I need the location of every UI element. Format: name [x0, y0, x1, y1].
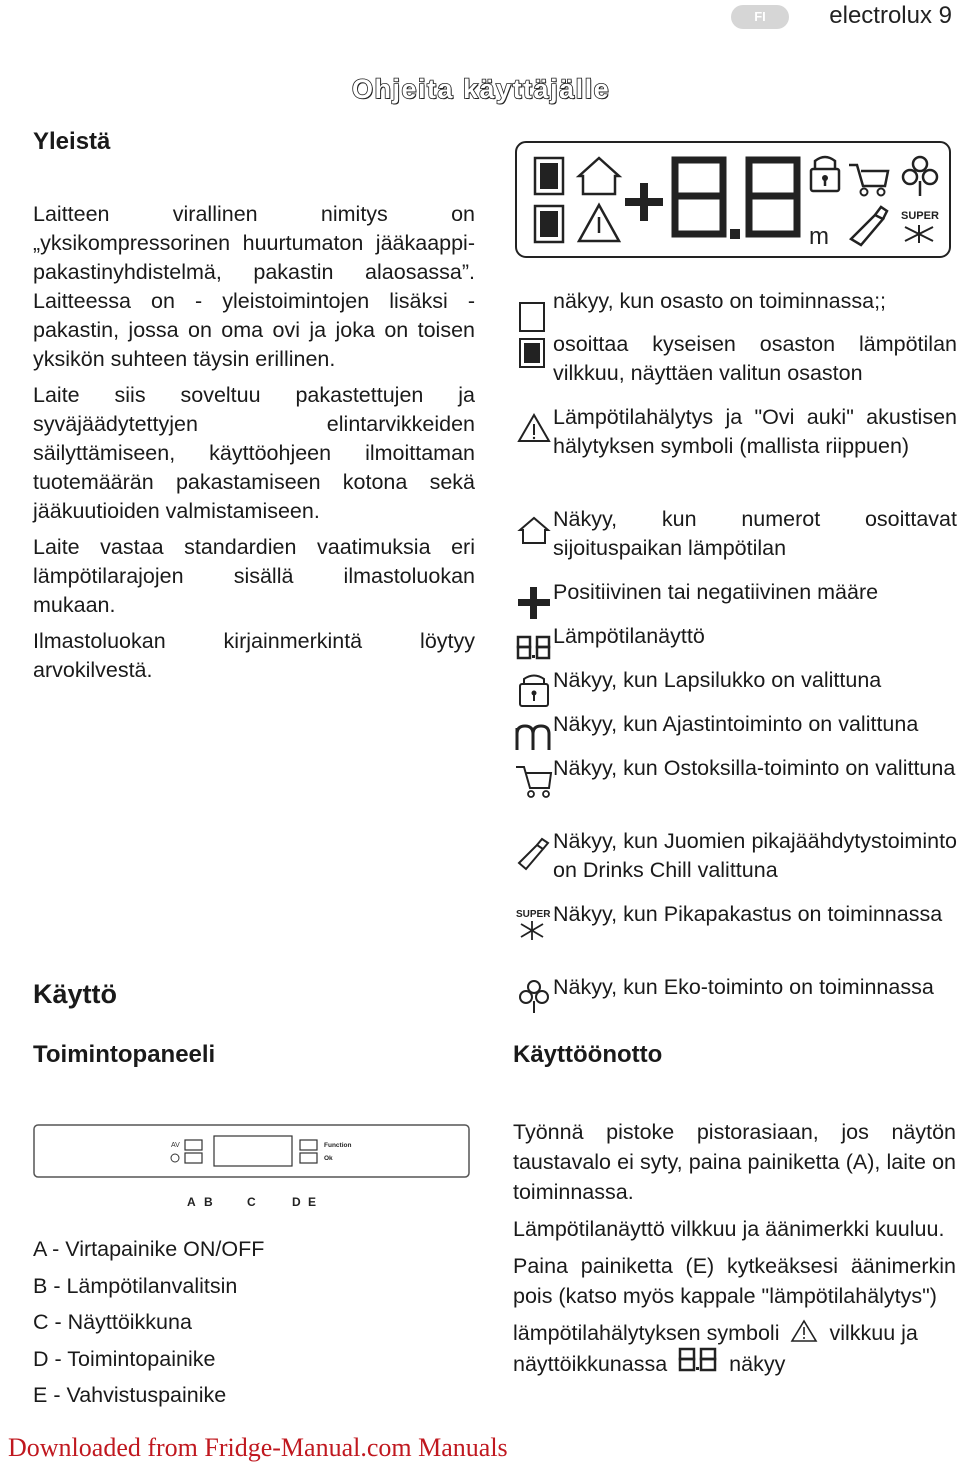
letter-e: E	[308, 1195, 317, 1209]
general-text	[33, 200, 475, 685]
warning-triangle-icon	[791, 1320, 817, 1342]
bottle-icon	[517, 837, 551, 871]
list-item: A - Virtapainike ON/OFF	[33, 1237, 265, 1261]
warning-triangle-icon	[517, 413, 551, 443]
super-label: SUPER	[901, 210, 939, 222]
shopping-cart-icon	[515, 764, 553, 798]
button-a[interactable]	[185, 1153, 202, 1163]
super-freeze-icon	[515, 906, 553, 942]
control-panel-illustration	[33, 1124, 470, 1214]
icon-description: Lämpötilanäyttö	[553, 624, 705, 648]
av-label: AV	[171, 1142, 180, 1149]
brand-page-number: electrolux 9	[829, 2, 952, 29]
list-item: B - Lämpötilanvalitsin	[33, 1273, 238, 1298]
startup-paragraph	[513, 1318, 956, 1379]
icon-description: Positiivinen tai negatiivinen määre	[553, 580, 879, 604]
child-lock-icon	[517, 674, 551, 708]
icon-description: Lämpötilahälytys ja "Ovi auki" akustisen hälytyksen symboli (mallista riippuen)	[553, 405, 957, 458]
general-paragraph: Laite vastaa standardien vaatimuksia eri lämpötilarajojen sisällä ilmastoluokan mukaan.	[33, 535, 475, 617]
list-item: E - Vahvistuspainike	[33, 1383, 227, 1407]
section-heading-general: Yleistä	[33, 128, 111, 155]
startup-text-part: vilkkuu ja	[829, 1321, 918, 1345]
startup-paragraph: Työnnä pistoke pistorasiaan, jos näytön taustavalo ei syty, paina painiketta (A), laite on toiminnassa.	[513, 1120, 956, 1204]
button-d[interactable]	[300, 1140, 317, 1150]
display-panel-illustration	[515, 141, 951, 258]
button-b[interactable]	[185, 1140, 202, 1150]
icon-description: osoittaa kyseisen osaston lämpötilan vilkkuu, näyttäen valitun osaston	[553, 332, 957, 385]
startup-text-part: näyttöikkunassa	[513, 1352, 668, 1376]
letter-b: B	[204, 1195, 213, 1209]
language-badge: FI	[731, 5, 789, 29]
letter-a: A	[187, 1195, 196, 1209]
page-title: Ohjeita käyttäjälle	[352, 74, 611, 104]
startup-text-part: näkyy	[729, 1352, 786, 1376]
general-paragraph: Laite siis soveltuu pakastettujen ja syväjäädytettyjen elintarvikkeiden säilyttämiseen, käyttöohjeen ilmoittaman tuotemäärän pakastamiseen kotona sekä jääkuutioiden valmistamiseen.	[33, 383, 475, 523]
download-source-link[interactable]: Downloaded from Fridge-Manual.com Manuals	[8, 1433, 508, 1462]
section-heading-usage: Käyttö	[33, 979, 118, 1009]
plus-minus-icon	[517, 586, 551, 620]
general-paragraph: Ilmastoluokan kirjainmerkintä löytyy arvokilvestä.	[33, 629, 475, 682]
icon-description: Näkyy, kun Pikapakastus on toiminnassa	[553, 902, 943, 926]
eco-flower-icon	[517, 979, 551, 1015]
icon-description: Näkyy, kun Ostoksilla-toiminto on valittuna	[553, 756, 956, 780]
function-label: Function	[324, 1142, 352, 1149]
control-panel-legend	[33, 1231, 264, 1414]
list-item: C - Näyttöikkuna	[33, 1310, 192, 1334]
timer-m-icon	[515, 722, 553, 750]
unit-glyph: m	[809, 223, 829, 250]
icon-description: Näkyy, kun Eko-toiminto on toiminnassa	[553, 975, 934, 999]
empty-square-icon	[519, 302, 545, 332]
house-icon	[517, 515, 551, 545]
section-heading-startup: Käyttöönotto	[513, 1041, 663, 1068]
startup-paragraph: Paina painiketta (E) kytkeäksesi äänimerkin pois (katso myös kappale "lämpötilahälytys")	[513, 1254, 956, 1308]
ok-label: Ok	[324, 1155, 333, 1162]
icon-description: Näkyy, kun Lapsilukko on valittuna	[553, 668, 882, 692]
icon-description: Näkyy, kun numerot osoittavat sijoituspaikan lämpötilan	[553, 507, 957, 560]
temperature-digits-icon	[679, 1348, 717, 1372]
letter-d: D	[292, 1195, 301, 1209]
display-window	[214, 1136, 292, 1166]
startup-text-part: lämpötilahälytyksen symboli	[513, 1321, 780, 1345]
button-e[interactable]	[300, 1153, 317, 1163]
subheading-control-panel: Toimintopaneeli	[33, 1041, 216, 1068]
general-paragraph: Laitteen virallinen nimitys on „yksikompressorinen huurtumaton jääkaappi-pakastinyhdistelmä, pakastin alaosassa”. Laitteessa on - yleistoimintojen lisäksi - pakastin, jossa on oma ovi ja joka on toisen yksikön suhteen täysin erillinen.	[33, 202, 475, 371]
icon-description: näkyy, kun osasto on toiminnassa;;	[553, 289, 887, 313]
startup-paragraph: Lämpötilanäyttö vilkkuu ja äänimerkki kuuluu.	[513, 1217, 945, 1241]
icon-description: Näkyy, kun Ajastintoiminto on valittuna	[553, 712, 919, 736]
letter-c: C	[247, 1195, 256, 1209]
filled-square-icon	[519, 338, 545, 368]
list-item: D - Toimintopainike	[33, 1346, 216, 1371]
temperature-digits-icon	[517, 636, 551, 660]
super-label: SUPER	[516, 909, 551, 920]
icon-description: Näkyy, kun Juomien pikajäähdytystoiminto on Drinks Chill valittuna	[553, 829, 957, 882]
startup-text	[513, 1117, 956, 1379]
